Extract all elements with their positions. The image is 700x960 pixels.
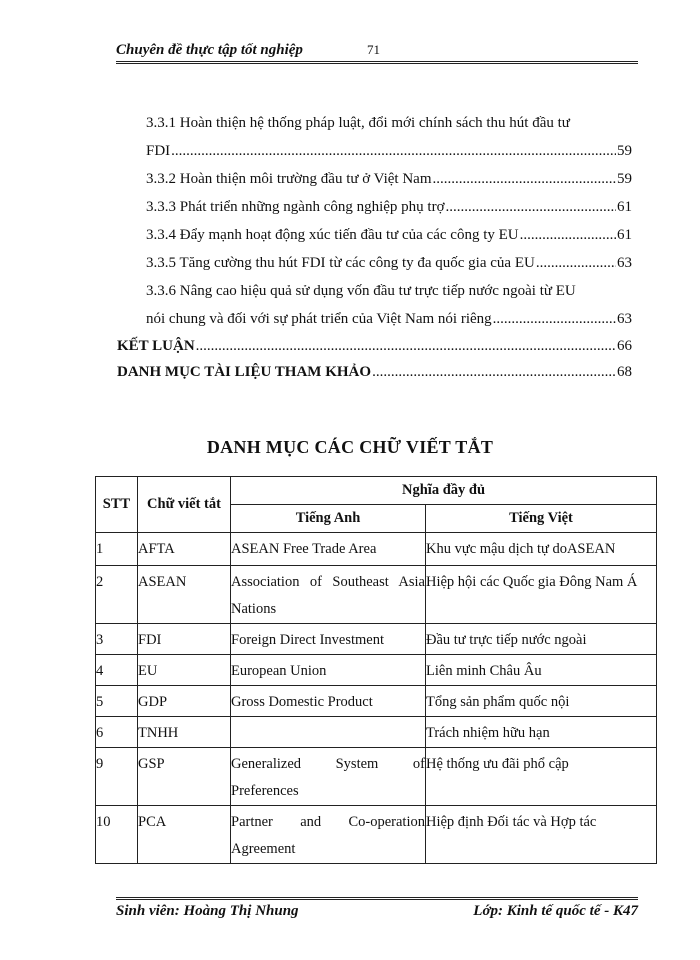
toc-entry-3-3-6-line1: 3.3.6 Nâng cao hiệu quả sử dụng vốn đầu tư trực tiếp nước ngoài từ EU: [146, 283, 576, 299]
cell-abbreviation: PCA: [138, 806, 231, 864]
abbreviations-table: [95, 476, 657, 864]
toc-entry-3-3-6[interactable]: [146, 311, 632, 328]
cell-abbreviation: FDI: [138, 624, 231, 655]
toc-entry-label: 3.3.5 Tăng cường thu hút FDI từ các công ty đa quốc gia của EU: [146, 255, 535, 271]
toc-leader-dots: [536, 255, 616, 272]
cell-vietnamese: Đầu tư trực tiếp nước ngoài: [426, 624, 657, 655]
toc-leader-dots: [196, 338, 616, 355]
toc-entry-3-3-2[interactable]: [146, 171, 632, 188]
cell-vietnamese: Hiệp định Đối tác và Hợp tác: [426, 806, 657, 864]
cell-vietnamese: Liên minh Châu Âu: [426, 655, 657, 686]
cell-english: Partner and Co-operation Agreement: [231, 806, 426, 864]
toc-page-number: 59: [617, 143, 632, 159]
footer-divider-secondary: [116, 899, 638, 900]
header-title: Chuyên đề thực tập tốt nghiệp: [116, 42, 303, 58]
table-row: [96, 717, 657, 748]
toc-leader-dots: [433, 171, 617, 188]
cell-stt: 6: [96, 717, 138, 748]
cell-stt: 10: [96, 806, 138, 864]
cell-english: Foreign Direct Investment: [231, 624, 426, 655]
table-row: [96, 566, 657, 624]
cell-stt: 9: [96, 748, 138, 806]
cell-stt: 5: [96, 686, 138, 717]
header-divider-secondary: [116, 63, 638, 64]
toc-entry-label: FDI: [146, 143, 171, 159]
cell-english: Generalized System of Preferences: [231, 748, 426, 806]
toc-entry-3-3-1-line1: 3.3.1 Hoàn thiện hệ thống pháp luật, đổi mới chính sách thu hút đầu tư: [146, 115, 570, 131]
cell-abbreviation: GDP: [138, 686, 231, 717]
cell-abbreviation: EU: [138, 655, 231, 686]
table-row: [96, 806, 657, 864]
cell-vietnamese: Tổng sản phẩm quốc nội: [426, 686, 657, 717]
table-row: [96, 533, 657, 566]
toc-leader-dots: [372, 364, 616, 381]
cell-abbreviation: AFTA: [138, 533, 231, 566]
cell-english: Association of Southeast Asia Nations: [231, 566, 426, 624]
page-number: 71: [367, 42, 380, 57]
table-row: [96, 624, 657, 655]
toc-page-number: 68: [617, 364, 632, 380]
header-divider: [116, 61, 638, 62]
abbreviations-title: DANH MỤC CÁC CHỮ VIẾT TẮT: [206, 437, 494, 457]
toc-page-number: 63: [617, 255, 632, 271]
toc-entry-label: KẾT LUẬN: [117, 338, 195, 354]
cell-abbreviation: ASEAN: [138, 566, 231, 624]
toc-entry-label: DANH MỤC TÀI LIỆU THAM KHẢO: [117, 364, 372, 380]
cell-abbreviation: GSP: [138, 748, 231, 806]
toc-page-number: 63: [617, 311, 632, 327]
cell-vietnamese: Trách nhiệm hữu hạn: [426, 717, 657, 748]
table-row: [96, 748, 657, 806]
toc-entry-3-3-5[interactable]: [146, 255, 632, 272]
table-row: [96, 686, 657, 717]
cell-vietnamese: Hiệp hội các Quốc gia Đông Nam Á: [426, 566, 657, 624]
toc-entry-conclusion[interactable]: [117, 338, 632, 355]
page-header: [116, 40, 638, 62]
toc-page-number: 61: [617, 227, 632, 243]
toc-leader-dots: [446, 199, 616, 216]
column-header-abbreviation: Chữ viết tắt: [138, 477, 231, 533]
cell-english: European Union: [231, 655, 426, 686]
toc-entry-label: 3.3.4 Đẩy mạnh hoạt động xúc tiến đầu tư của các công ty EU: [146, 227, 519, 243]
column-header-english: Tiếng Anh: [231, 505, 426, 533]
toc-leader-dots: [493, 311, 616, 328]
toc-page-number: 59: [617, 171, 632, 187]
cell-english: ASEAN Free Trade Area: [231, 533, 426, 566]
column-header-stt: STT: [96, 477, 138, 533]
toc-entry-3-3-4[interactable]: [146, 227, 632, 244]
toc-entry-label: 3.3.3 Phát triển những ngành công nghiệp phụ trợ: [146, 199, 445, 215]
toc-page-number: 66: [617, 338, 632, 354]
footer-divider: [116, 897, 638, 898]
table-row: [96, 655, 657, 686]
cell-stt: 4: [96, 655, 138, 686]
toc-entry-references[interactable]: [117, 364, 632, 381]
toc-entry-3-3-1[interactable]: [146, 143, 632, 160]
column-header-meaning: Nghĩa đầy đủ: [231, 477, 657, 505]
toc-leader-dots: [171, 143, 616, 160]
cell-vietnamese: Khu vực mậu dịch tự doASEAN: [426, 533, 657, 566]
cell-english: Gross Domestic Product: [231, 686, 426, 717]
cell-english: [231, 717, 426, 748]
footer-student: Sinh viên: Hoàng Thị Nhung: [116, 903, 299, 919]
toc-entry-label: nói chung và đối với sự phát triển của Việt Nam nói riêng: [146, 311, 492, 327]
cell-stt: 1: [96, 533, 138, 566]
toc-entry-label: 3.3.2 Hoàn thiện môi trường đầu tư ở Việt Nam: [146, 171, 432, 187]
cell-vietnamese: Hệ thống ưu đãi phổ cập: [426, 748, 657, 806]
toc-page-number: 61: [617, 199, 632, 215]
cell-stt: 3: [96, 624, 138, 655]
cell-abbreviation: TNHH: [138, 717, 231, 748]
cell-stt: 2: [96, 566, 138, 624]
toc-entry-3-3-3[interactable]: [146, 199, 632, 216]
footer-class: Lớp: Kinh tế quốc tế - K47: [473, 903, 638, 919]
toc-leader-dots: [520, 227, 616, 244]
column-header-vietnamese: Tiếng Việt: [426, 505, 657, 533]
